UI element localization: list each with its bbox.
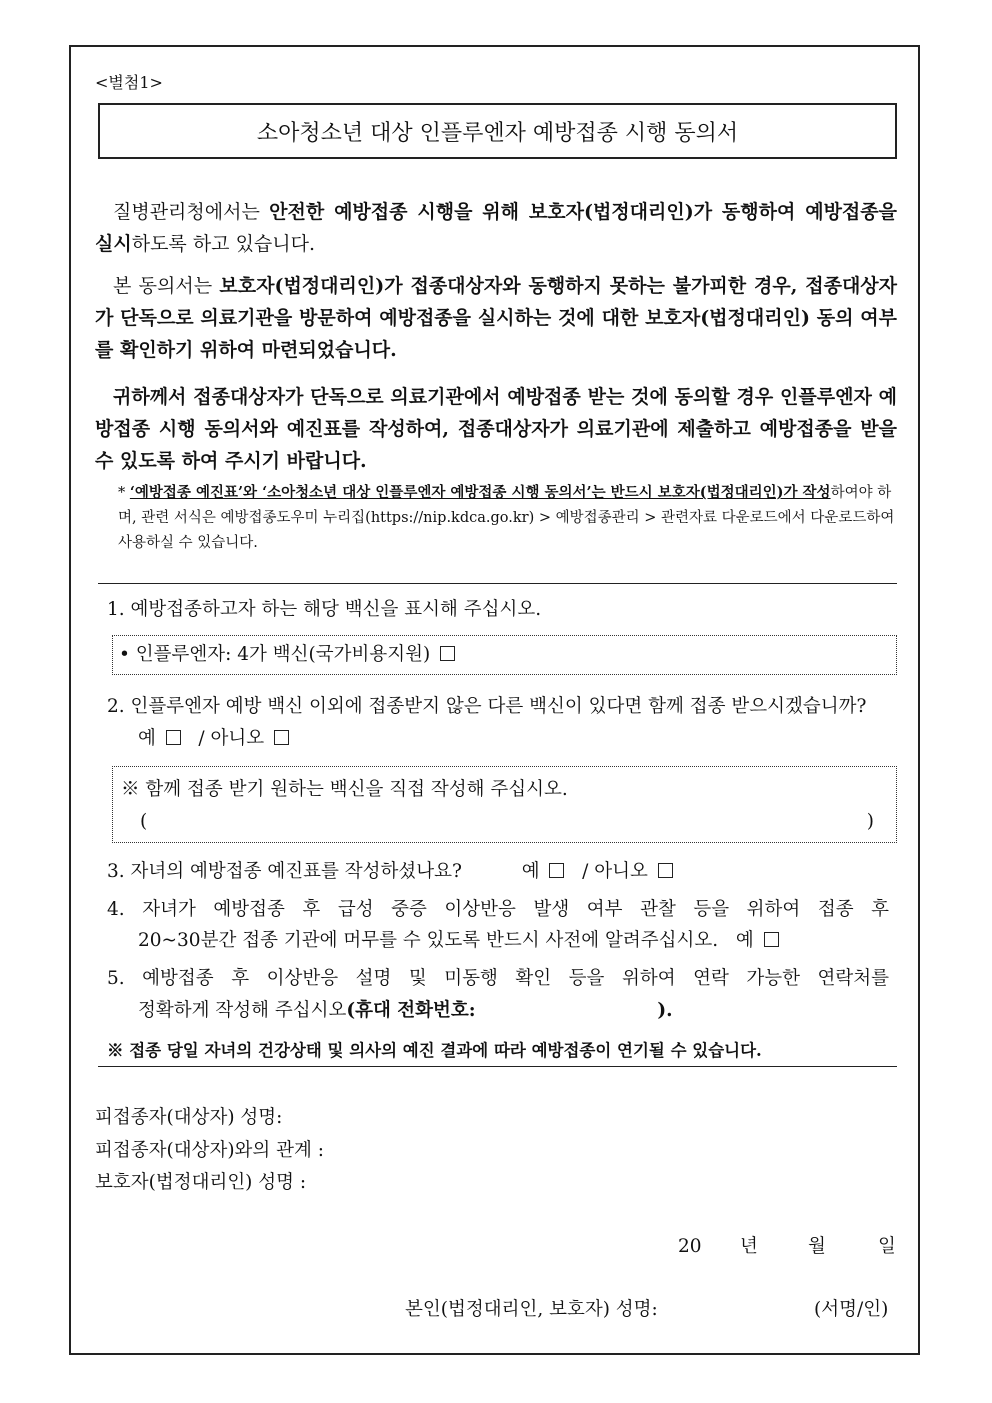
- other-vaccine-box: [112, 766, 897, 843]
- intro-p1-tail: 하도록 하고 있습니다.: [131, 233, 316, 255]
- download-note: [118, 480, 898, 556]
- q2-yes-checkbox[interactable]: [166, 730, 181, 745]
- date-day-label: 일: [878, 1236, 896, 1257]
- other-vaccine-open-paren: (: [140, 811, 148, 832]
- phone-label: (휴대 전화번호:: [346, 1000, 476, 1021]
- question-4-text: 20~30분간 접종 기관에 머무를 수 있도록 반드시 사전에 알려주십시오.: [138, 930, 719, 951]
- question-4-line-1: 4. 자녀가 예방접종 후 급성 중증 이상반응 발생 여부 관찰 등을 위하여 접종 후: [107, 899, 889, 920]
- title-box: [98, 103, 897, 159]
- intro-paragraph-1: [95, 196, 897, 260]
- vaccine-option-label: • 인플루엔자: 4가 백신(국가비용지원): [119, 644, 431, 665]
- date-year-label: 년: [740, 1236, 758, 1257]
- question-1: 1. 예방접종하고자 하는 해당 백신을 표시해 주십시오.: [107, 599, 542, 620]
- question-2: 2. 인플루엔자 예방 백신 이외에 접종받지 않은 다른 백신이 있다면 함께 접종 받으시겠습니까?: [107, 696, 867, 717]
- signer-label: 본인(법정대리인, 보호자) 성명:: [405, 1299, 658, 1320]
- question-2-answers: [138, 724, 289, 754]
- vaccine-option: [119, 640, 455, 670]
- other-vaccine-close-paren: ): [866, 811, 874, 832]
- question-5-text: 정확하게 작성해 주십시오: [138, 1000, 347, 1021]
- intro-p1-bold: 안전한 예방접종 시행을 위해 보호자(법정대리인)가 동행하여 예방접종을 실시: [95, 201, 897, 255]
- note-bold-text: ‘예방접종 예진표’와 ‘소아청소년 대상 인플루엔자 예방접종 시행 동의서’는 반드시 보호자(법정대리인)가 작성: [129, 484, 831, 501]
- question-5-line-1: 5. 예방접종 후 이상반응 설명 및 미동행 확인 등을 위하여 연락 가능한 연락처를: [107, 968, 889, 989]
- vaccine-checkbox[interactable]: [440, 646, 455, 661]
- intro-p2-bold: 보호자(법정대리인)가 접종대상자와 동행하지 못하는 불가피한 경우, 접종대상자가 단독으로 의료기관을 방문하여 예방접종을 실시하는 것에 대한 보호자(법정대리인) 동의 여부를 확인하기 위하여 마련되었습니다.: [95, 275, 898, 361]
- q2-no-label: / 아니오: [198, 728, 265, 749]
- intro-p2-lead: 본 동의서는: [113, 275, 220, 297]
- note-rest-text: 하여야 하며, 관련 서식은 예방접종도우미 누리집(https://nip.kdca.go.kr) > 예방접종관리 > 관련자료 다운로드에서 다운로드하여 사용하실 수 있습니다.: [118, 485, 895, 551]
- q3-no-label: / 아니오: [582, 861, 648, 882]
- postpone-warning: ※ 접종 당일 자녀의 건강상태 및 의사의 예진 결과에 따라 예방접종이 연기될 수 있습니다.: [107, 1041, 762, 1060]
- date-year-prefix: 20: [678, 1236, 702, 1257]
- q3-yes-checkbox[interactable]: [549, 863, 564, 878]
- q3-yes-label: 예: [521, 861, 540, 882]
- recipient-name-label: 피접종자(대상자) 성명:: [95, 1107, 283, 1128]
- note-star: *: [118, 485, 126, 501]
- q2-yes-label: 예: [138, 728, 156, 749]
- signature-mark: (서명/인): [814, 1299, 889, 1320]
- guardian-name-label: 보호자(법정대리인) 성명 :: [95, 1172, 307, 1193]
- q2-no-checkbox[interactable]: [274, 730, 289, 745]
- date-month-label: 월: [808, 1236, 826, 1257]
- relationship-label: 피접종자(대상자)와의 관계 :: [95, 1140, 325, 1161]
- other-vaccine-instruction: ※ 함께 접종 받기 원하는 백신을 직접 작성해 주십시오.: [121, 779, 568, 800]
- vaccine-option-box: [112, 635, 897, 675]
- document-title: 소아청소년 대상 인플루엔자 예방접종 시행 동의서: [256, 120, 739, 146]
- q3-no-checkbox[interactable]: [658, 863, 673, 878]
- q4-yes-checkbox[interactable]: [764, 932, 779, 947]
- phone-close: ).: [657, 1000, 673, 1021]
- question-5-line-2: [138, 996, 673, 1026]
- divider-bottom: [98, 1066, 897, 1067]
- intro-p1-lead: 질병관리청에서는: [113, 201, 270, 223]
- question-3-text: 3. 자녀의 예방접종 예진표를 작성하셨나요?: [107, 861, 462, 882]
- question-4-line-2: [138, 926, 779, 956]
- intro-paragraph-3: 귀하께서 접종대상자가 단독으로 의료기관에서 예방접종 받는 것에 동의할 경우 인플루엔자 예방접종 시행 동의서와 예진표를 작성하여, 접종대상자가 의료기관에 제출하고 예방접종을 받을 수 있도록 하여 주시기 바랍니다.: [95, 386, 897, 472]
- question-3: [107, 857, 673, 887]
- divider-top: [98, 583, 897, 584]
- intro-paragraph-2: [95, 270, 897, 366]
- attachment-label: <별첨1>: [95, 73, 163, 92]
- q4-yes-label: 예: [735, 930, 754, 951]
